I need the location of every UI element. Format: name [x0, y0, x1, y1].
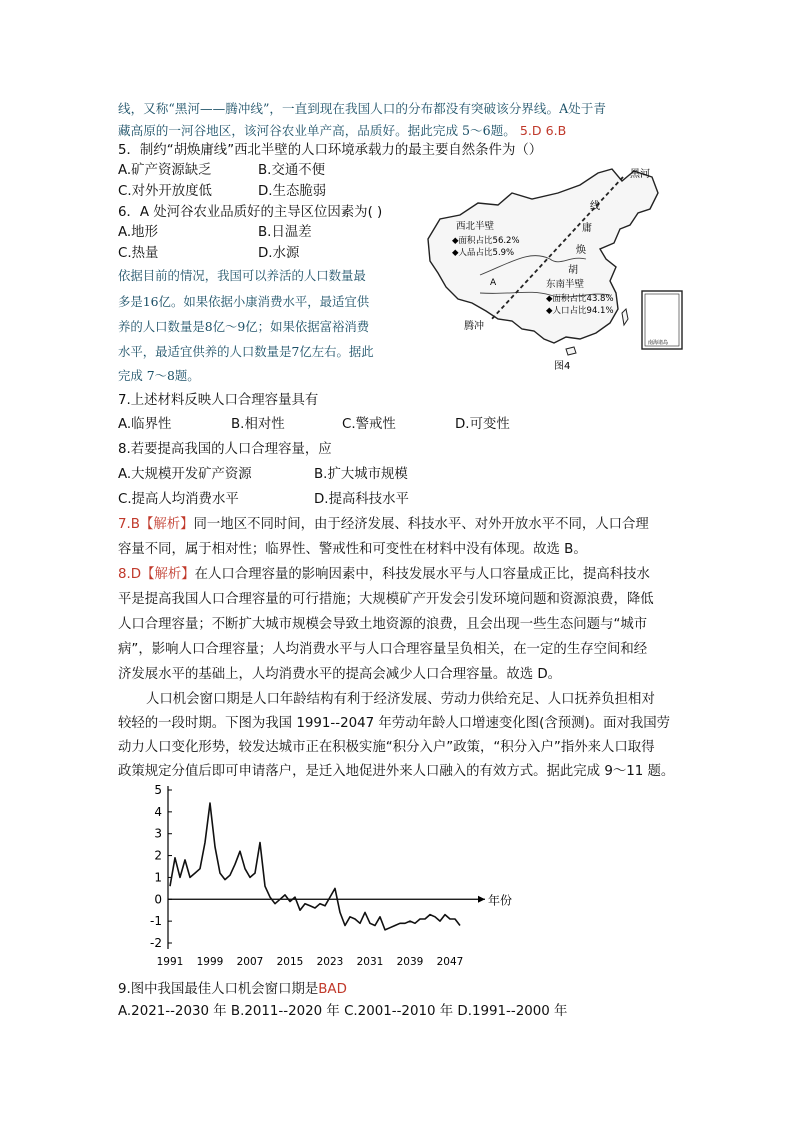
q5-option-d: D.生态脆弱 [258, 184, 327, 199]
x-tick-label: 2047 [436, 956, 464, 968]
intro-line-2 [118, 121, 566, 141]
question-5-stem: 5．制约“胡焕庸线”西北半壁的人口环境承载力的最主要自然条件为（） [118, 143, 543, 158]
q8-option-c: C.提高人均消费水平 [118, 492, 239, 507]
answer-5-6: 5.D 6.B [519, 123, 567, 138]
hu-line-map [420, 163, 702, 373]
y-tick-label: 0 [154, 892, 162, 907]
x-axis-arrow [478, 896, 485, 903]
question-7-stem: 7.上述材料反映人口合理容量具有 [118, 393, 319, 408]
q5-option-b: B.交通不便 [258, 163, 326, 178]
x-tick-label: 1991 [156, 956, 184, 968]
x-tick-label: 2015 [276, 956, 304, 968]
q9-options: A.2021--2030 年 B.2011--2020 年 C.2001--2010 年 D.1991--2000 年 [118, 1004, 568, 1019]
x-axis-label: 年份 [488, 893, 513, 908]
solution-7-tag: 7.B【解析】 [118, 517, 194, 532]
x-tick-label: 1999 [196, 956, 224, 968]
y-tick-label: 1 [154, 870, 162, 885]
point-a-label: A [490, 278, 497, 288]
q5-option-c: C.对外开放度低 [118, 184, 212, 199]
x-tick-label: 2023 [316, 956, 344, 968]
line-char-4: 胡 [568, 265, 578, 276]
line-char-2: 庸 [582, 223, 592, 234]
question-6-stem: 6．A 处河谷农业品质好的主导区位因素为( ) [118, 205, 383, 220]
q8-option-a: A.大规模开发矿产资源 [118, 467, 252, 482]
y-tick-label: 4 [154, 804, 162, 819]
question-9-stem [118, 980, 347, 1000]
y-tick-label: -1 [150, 914, 162, 929]
x-tick-label: 2031 [356, 956, 384, 968]
solution-7-line-2: 容量不同，属于相对性；临界性、警戒性和可变性在材料中没有体现。故选 B。 [118, 542, 587, 557]
se-area: ◆面积占比43.8% [546, 294, 614, 304]
solution-8-tag: 8.D【解析】 [118, 567, 195, 582]
y-tick-label: 3 [154, 826, 162, 841]
series-line [170, 803, 460, 930]
se-title: 东南半壁 [546, 279, 585, 290]
hainan-island [566, 347, 576, 355]
passage-7-8-line-5: 完成 7～8题。 [118, 368, 200, 383]
q6-option-a: A.地形 [118, 225, 158, 240]
figure-label: 图4 [554, 361, 571, 372]
intro-line-2-text: 藏高原的一河谷地区，该河谷农业单产高，品质好。据此完成 5～6题。 [118, 123, 516, 138]
passage-7-8-line-4: 水平，最适宜供养的人口数量是7亿左右。据此 [118, 344, 374, 359]
solution-8-line-3: 人口合理容量；不断扩大城市规模会导致土地资源的浪费，且会出现一些生态问题与“城市 [118, 617, 648, 632]
nw-pop: ◆人品占比5.9% [452, 248, 515, 258]
solution-7-text-1: 同一地区不同时间，由于经济发展、科技水平、对外开放水平不同，人口合理 [193, 517, 649, 532]
label-heihe: 黑河 [630, 169, 650, 180]
q8-option-b: B.扩大城市规模 [314, 467, 408, 482]
solution-8-line-1 [118, 565, 650, 585]
se-pop: ◆人口占比94.1% [546, 306, 614, 316]
nw-title: 西北半壁 [456, 221, 495, 232]
x-tick-label: 2007 [236, 956, 264, 968]
passage-7-8-line-2: 多是16亿。如果依据小康消费水平，最适宜供 [118, 294, 370, 309]
solution-8-text-1: 在人口合理容量的影响因素中，科技发展水平与人口容量成正比，提高科技水 [194, 567, 650, 582]
q5-option-a: A.矿产资源缺乏 [118, 163, 212, 178]
intro-line-1: 线，又称“黑河——腾冲线”，一直到现在我国人口的分布都没有突破该分界线。A处于青 [118, 101, 606, 116]
passage-9-11-line-2: 较轻的一段时期。下图为我国 1991--2047 年劳动年龄人口增速变化图(含预测)。面对我国劳 [118, 716, 671, 731]
nw-area: ◆面积占比56.2% [452, 236, 520, 246]
line-char-3: 焕 [576, 245, 586, 256]
q6-option-c: C.热量 [118, 246, 159, 261]
line-char-1: 线 [590, 201, 600, 212]
q7-option-c: C.警戒性 [342, 417, 396, 432]
y-tick-label: 5 [154, 783, 162, 797]
question-8-stem: 8.若要提高我国的人口合理容量，应 [118, 442, 332, 457]
q7-option-d: D.可变性 [455, 417, 510, 432]
solution-8-line-5: 济发展水平的基础上，人均消费水平的提高会减少人口合理容量。故选 D。 [118, 667, 562, 682]
passage-9-11-line-1: 人口机会窗口期是人口年龄结构有利于经济发展、劳动力供给充足、人口抚养负担相对 [146, 692, 655, 707]
y-tick-label: -2 [150, 936, 162, 950]
answer-9: BAD [318, 982, 347, 997]
x-tick-label: 2039 [396, 956, 424, 968]
labor-growth-chart [140, 780, 513, 972]
q7-option-a: A.临界性 [118, 417, 172, 432]
y-tick-label: 2 [154, 848, 162, 863]
q6-option-b: B.日温差 [258, 225, 312, 240]
solution-8-line-4: 病”，影响人口合理容量；人均消费水平与人口合理容量呈负相关，在一定的生存空间和经 [118, 642, 648, 657]
q6-option-d: D.水源 [258, 246, 300, 261]
solution-8-line-2: 平是提高我国人口合理容量的可行措施；大规模矿产开发会引发环境问题和资源浪费，降低 [118, 592, 654, 607]
passage-7-8-line-1: 依据目前的情况，我国可以养活的人口数量最 [118, 268, 366, 283]
passage-9-11-line-3: 动力人口变化形势，较发达城市正在积极实施“积分入户”政策，“积分入户”指外来人口取得 [118, 740, 655, 755]
solution-7-line-1 [118, 515, 649, 535]
passage-9-11-line-4: 政策规定分值后即可申请落户，是迁入地促进外来人口融入的有效方式。据此完成 9～11 题。 [118, 764, 675, 779]
taiwan-island [622, 309, 628, 325]
inset-label: 南海诸岛 [648, 340, 669, 346]
label-tengchong: 腾冲 [464, 321, 484, 332]
q8-option-d: D.提高科技水平 [314, 492, 409, 507]
q7-option-b: B.相对性 [231, 417, 285, 432]
passage-7-8-line-3: 养的人口数量是8亿～9亿；如果依据富裕消费 [118, 319, 370, 334]
question-9-text: 9.图中我国最佳人口机会窗口期是 [118, 982, 319, 997]
